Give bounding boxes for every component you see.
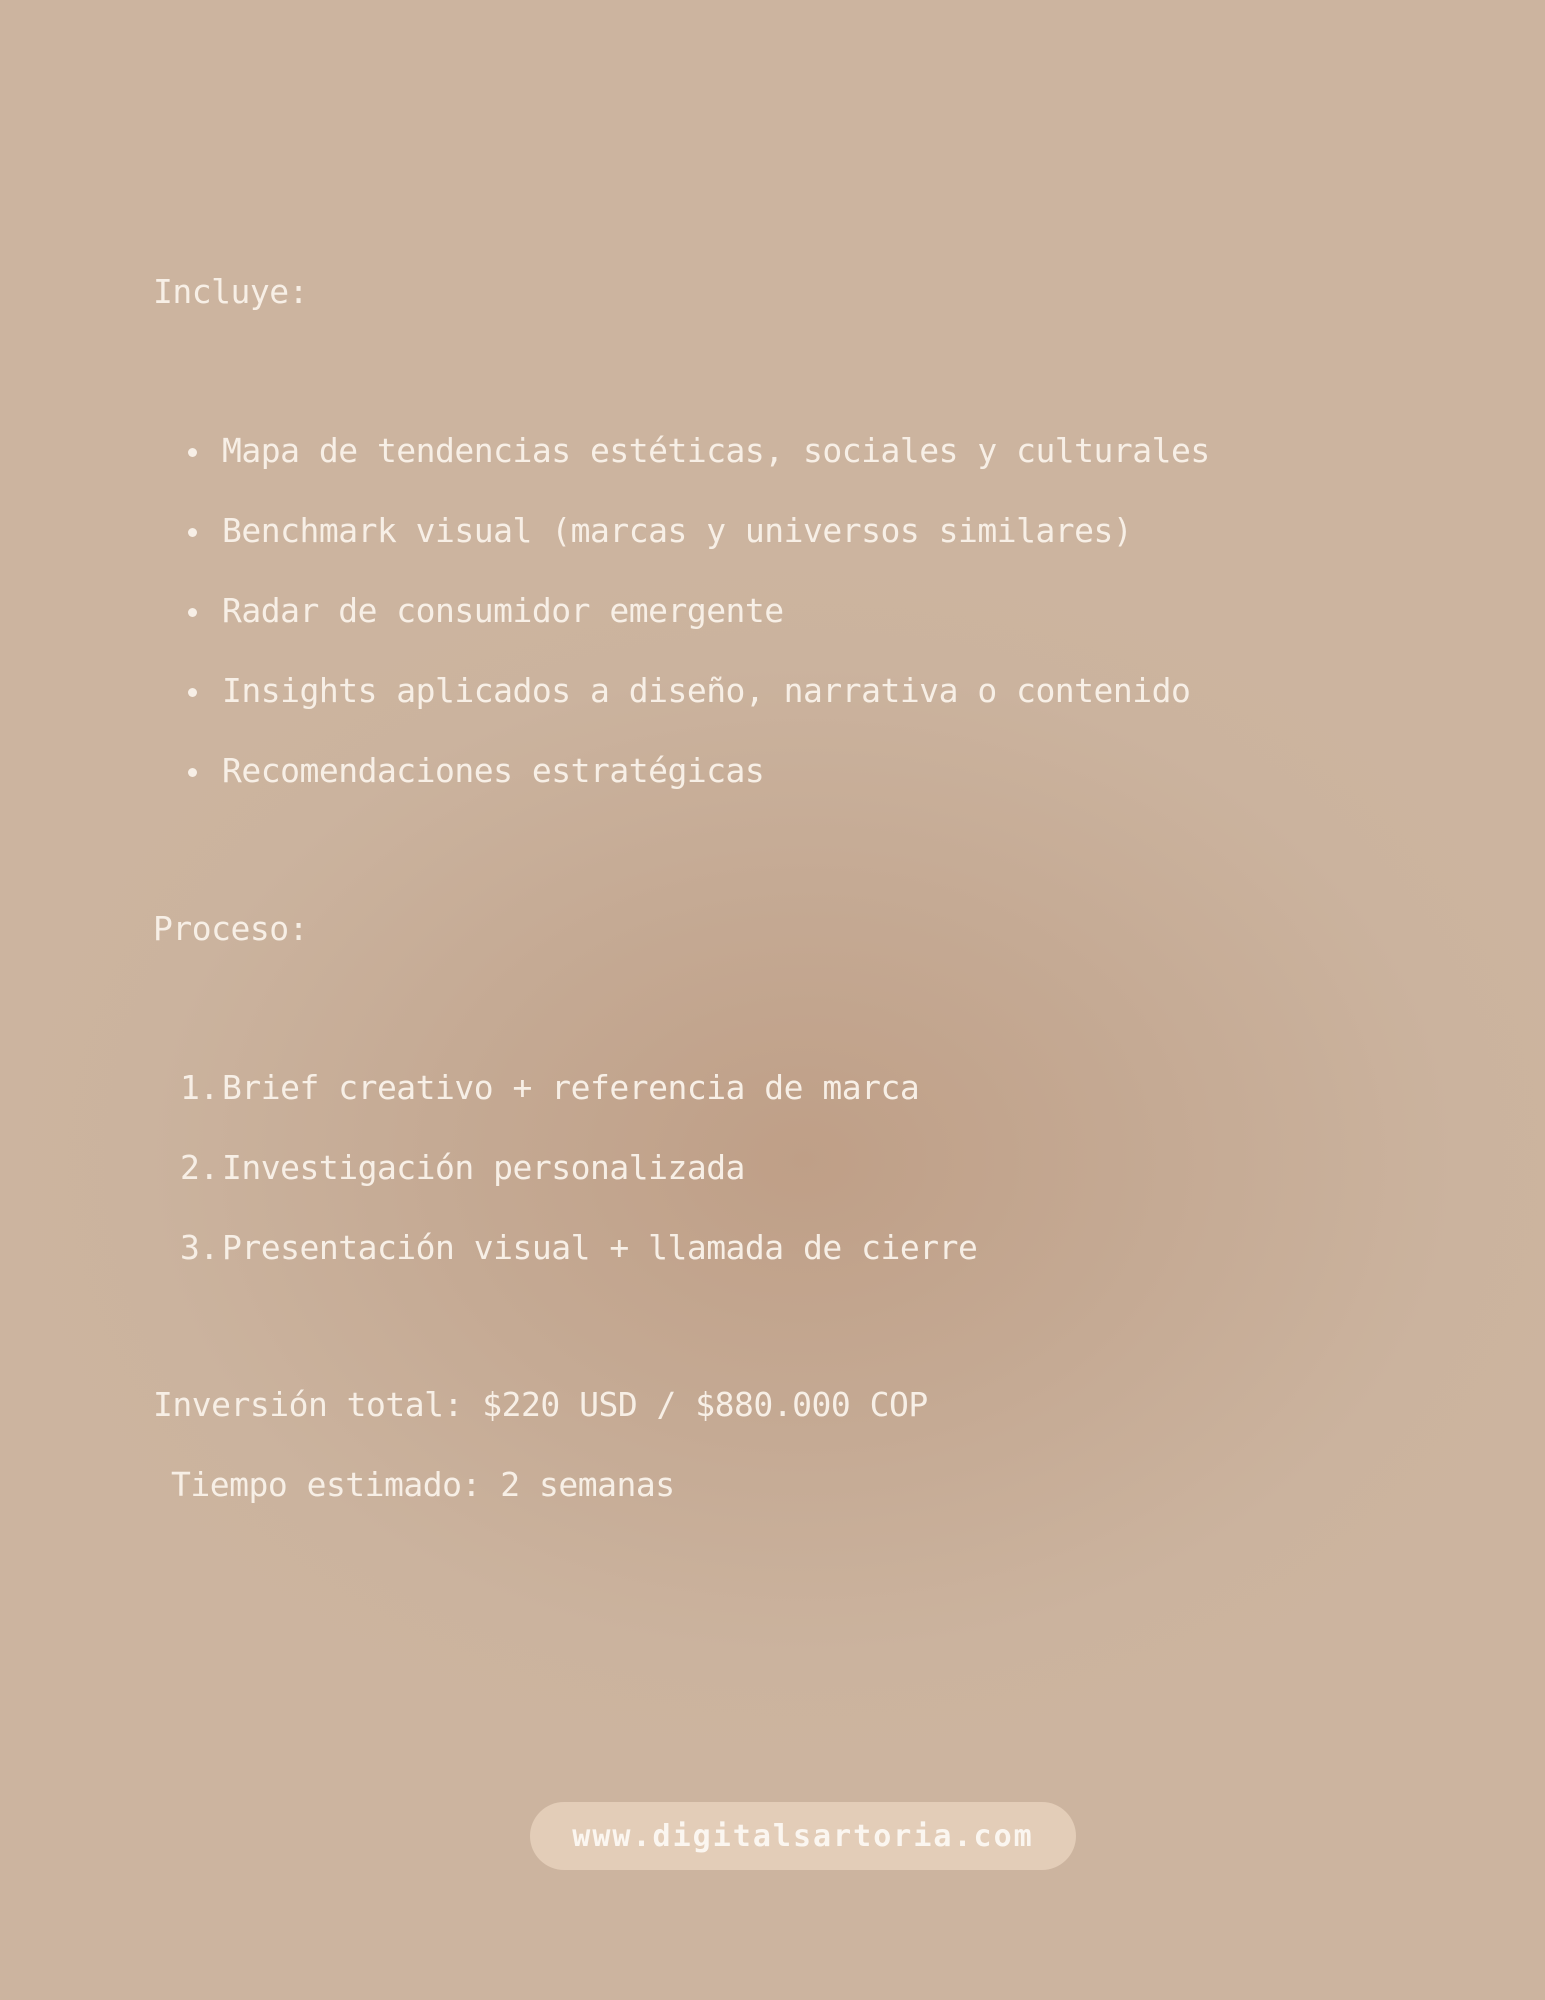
bullet-icon [188, 528, 197, 537]
bullet-icon [188, 608, 197, 617]
bullet-icon [188, 688, 197, 697]
step-number: 2. [180, 1148, 219, 1187]
step-number: 1. [180, 1068, 219, 1107]
step-text: Presentación visual + llamada de cierre [222, 1228, 978, 1267]
step-text: Investigación personalizada [222, 1148, 745, 1187]
estimated-time-text: Tiempo estimado: 2 semanas [171, 1465, 675, 1504]
bullet-icon [188, 448, 197, 457]
investment-text: Inversión total: $220 USD / $880.000 COP [153, 1385, 928, 1424]
step-number: 3. [180, 1228, 219, 1267]
list-item-text: Recomendaciones estratégicas [222, 751, 765, 790]
list-item-text: Benchmark visual (marcas y universos similares) [222, 511, 1133, 550]
website-url[interactable]: www.digitalsartoria.com [572, 1818, 1034, 1854]
list-item-text: Radar de consumidor emergente [222, 591, 784, 630]
includes-heading: Incluye: [153, 272, 308, 311]
bullet-icon [188, 768, 197, 777]
list-item-text: Insights aplicados a diseño, narrativa o contenido [222, 671, 1191, 710]
list-item-text: Mapa de tendencias estéticas, sociales y culturales [222, 431, 1210, 470]
process-heading: Proceso: [153, 909, 308, 948]
website-link-pill[interactable] [530, 1802, 1076, 1870]
step-text: Brief creativo + referencia de marca [222, 1068, 920, 1107]
